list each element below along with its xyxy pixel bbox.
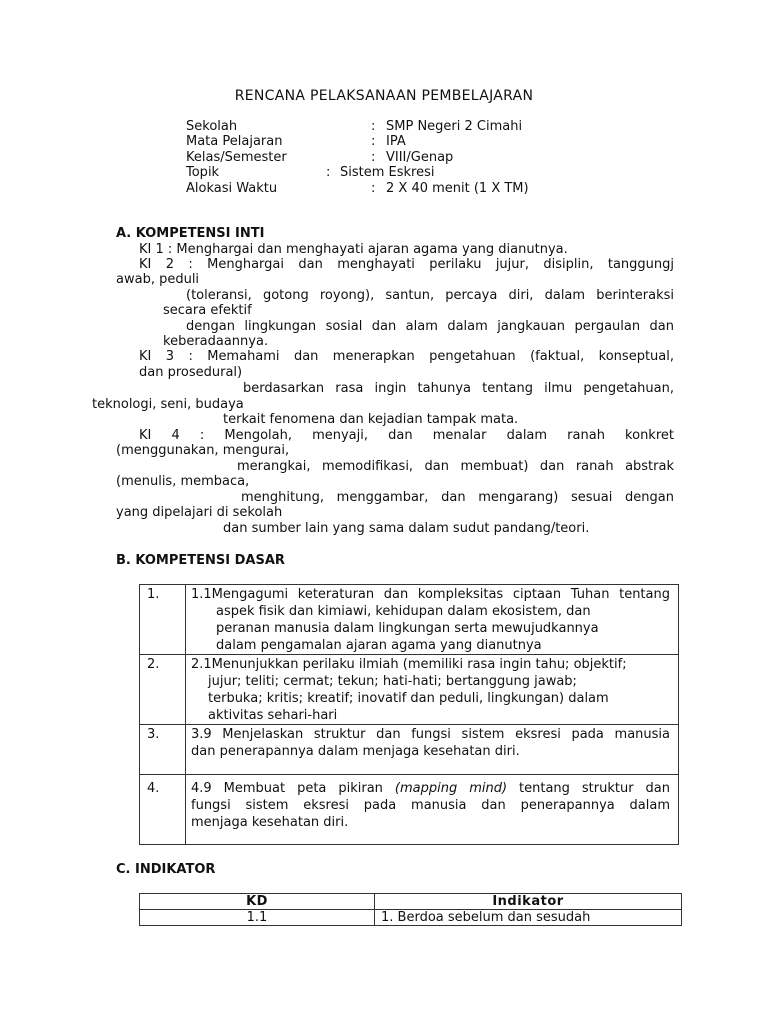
kd-text-cell xyxy=(186,655,679,725)
table-row xyxy=(140,910,682,926)
ki-4-line-2: (menggunakan, mengurai, xyxy=(116,443,290,458)
identity-value-mapel: IPA xyxy=(386,134,406,149)
kd-4-line-1-emphasis: (mapping mind) xyxy=(394,781,508,796)
kd-4-line-1-b: tentang struktur dan xyxy=(507,781,670,796)
table-row xyxy=(140,725,679,775)
kd-3-line-1: 3.9 Menjelaskan struktur dan fungsi sistem eksresi pada manusia xyxy=(191,727,670,742)
kd-number-cell: 1. xyxy=(140,585,186,655)
ki-3-line-1: KI 3 : Memahami dan menerapkan pengetahuan (faktual, konseptual, xyxy=(139,349,674,364)
kd-4-line-3: menjaga kesehatan diri. xyxy=(191,815,349,830)
kd-4-line-1-a: 4.9 Membuat peta pikiran xyxy=(191,781,395,796)
ki-4-line-4: (menulis, membaca, xyxy=(116,474,250,489)
identity-sep-mapel: : xyxy=(371,134,376,149)
kompetensi-dasar-table xyxy=(139,584,679,845)
table-header-row xyxy=(140,894,682,910)
identity-value-topik: Sistem Eskresi xyxy=(340,165,435,180)
identity-sep-sekolah: : xyxy=(371,119,376,134)
identity-sep-alokasi: : xyxy=(371,181,376,196)
kd-number-cell: 3. xyxy=(140,725,186,775)
identity-value-sekolah: SMP Negeri 2 Cimahi xyxy=(386,119,523,134)
section-c-heading: C. INDIKATOR xyxy=(116,862,216,877)
kd-text-cell xyxy=(186,775,679,845)
identity-sep-kelas: : xyxy=(371,150,376,165)
ki-2-line-1: KI 2 : Menghargai dan menghayati perilaku jujur, disiplin, tanggungj xyxy=(139,257,674,272)
ki-4-line-1: KI 4 : Mengolah, menyaji, dan menalar dalam ranah konkret xyxy=(139,428,674,443)
kd-value-cell: 1.1 xyxy=(140,910,375,926)
identity-label-sekolah: Sekolah xyxy=(186,119,238,134)
ki-4-line-6: yang dipelajari di sekolah xyxy=(116,505,283,520)
kd-1-line-3: peranan manusia dalam lingkungan serta mewujudkannya xyxy=(216,621,599,636)
indikator-value-cell: 1. Berdoa sebelum dan sesudah xyxy=(375,910,682,926)
kd-2-line-1: 2.1Menunjukkan perilaku ilmiah (memiliki rasa ingin tahu; objektif; xyxy=(191,657,627,672)
kd-2-line-2: jujur; teliti; cermat; tekun; hati-hati; bertanggung jawab; xyxy=(208,674,577,689)
kd-3-line-2: dan penerapannya dalam menjaga kesehatan diri. xyxy=(191,744,520,759)
kd-number-cell: 4. xyxy=(140,775,186,845)
table-row xyxy=(140,775,679,845)
kd-text-cell xyxy=(186,725,679,775)
kd-number-cell: 2. xyxy=(140,655,186,725)
ki-3-line-4: teknologi, seni, budaya xyxy=(92,397,244,412)
identity-label-kelas: Kelas/Semester xyxy=(186,150,287,165)
identity-label-alokasi: Alokasi Waktu xyxy=(186,181,278,196)
ki-1-line: KI 1 : Menghargai dan menghayati ajaran agama yang dianutnya. xyxy=(139,242,568,257)
ki-3-line-3: berdasarkan rasa ingin tahunya tentang ilmu pengetahuan, xyxy=(243,381,674,396)
kd-4-line-1 xyxy=(191,780,670,797)
identity-value-kelas: VIII/Genap xyxy=(386,150,454,165)
kd-1-line-4: dalam pengamalan ajaran agama yang dianutnya xyxy=(216,638,542,653)
indikator-table xyxy=(139,893,682,926)
kd-1-line-2: aspek fisik dan kimiawi, kehidupan dalam ekosistem, dan xyxy=(216,604,591,619)
section-a-heading: A. KOMPETENSI INTI xyxy=(116,226,265,241)
ki-3-line-5: terkait fenomena dan kejadian tampak mata. xyxy=(223,412,519,427)
column-header-indikator: Indikator xyxy=(375,894,682,910)
table-row xyxy=(140,655,679,725)
identity-label-topik: Topik xyxy=(186,165,220,180)
table-row xyxy=(140,585,679,655)
identity-value-alokasi: 2 X 40 menit (1 X TM) xyxy=(386,181,529,196)
ki-4-line-5: menghitung, menggambar, dan mengarang) sesuai dengan xyxy=(241,490,674,505)
kd-text-cell xyxy=(186,585,679,655)
identity-label-mapel: Mata Pelajaran xyxy=(186,134,283,149)
kd-2-line-4: aktivitas sehari-hari xyxy=(208,708,338,723)
page-title: RENCANA PELAKSANAAN PEMBELAJARAN xyxy=(234,88,534,104)
ki-4-line-7: dan sumber lain yang sama dalam sudut pandang/teori. xyxy=(223,521,590,536)
kd-4-line-2: fungsi sistem eksresi pada manusia dan penerapannya dalam xyxy=(191,798,670,813)
ki-2-line-4: secara efektif xyxy=(163,303,252,318)
column-header-kd: KD xyxy=(140,894,375,910)
kd-2-line-3: terbuka; kritis; kreatif; inovatif dan peduli, lingkungan) dalam xyxy=(208,691,609,706)
ki-4-line-3: merangkai, memodifikasi, dan membuat) dan ranah abstrak xyxy=(237,459,674,474)
ki-2-line-2: awab, peduli xyxy=(116,272,200,287)
ki-2-line-5: dengan lingkungan sosial dan alam dalam jangkauan pergaulan dan xyxy=(186,319,674,334)
ki-2-line-6: keberadaannya. xyxy=(163,334,269,349)
ki-2-line-3: (toleransi, gotong royong), santun, percaya diri, dalam berinteraksi xyxy=(186,288,674,303)
identity-sep-topik: : xyxy=(326,165,331,180)
kd-1-line-1: 1.1Mengagumi keteraturan dan kompleksitas ciptaan Tuhan tentang xyxy=(191,587,670,602)
section-b-heading: B. KOMPETENSI DASAR xyxy=(116,553,285,568)
ki-3-line-2: dan prosedural) xyxy=(139,365,243,380)
